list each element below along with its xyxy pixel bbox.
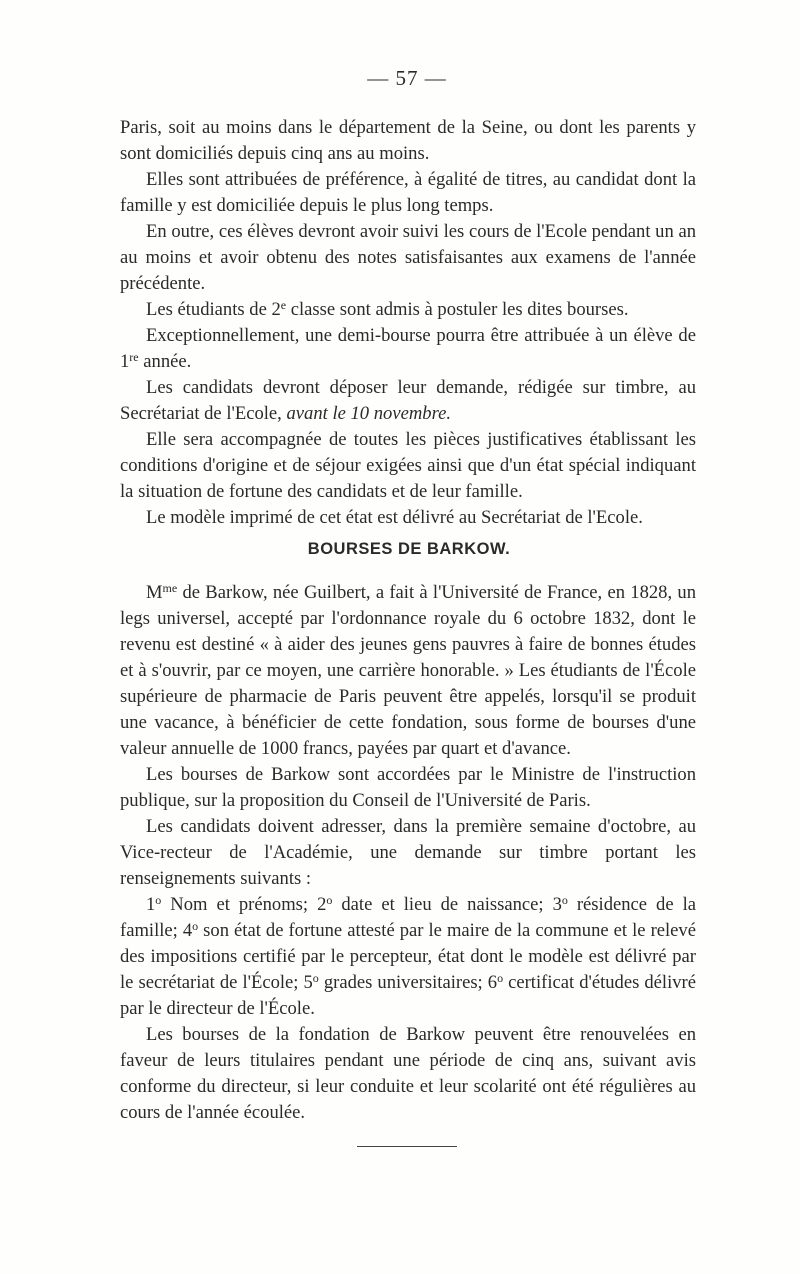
text-run: Les étudiants de 2 — [146, 299, 281, 320]
text-run: 1 — [146, 894, 156, 915]
paragraph: Les candidats doivent adresser, dans la première semaine d'octobre, au Vice-recteur de l'Académie, une demande sur timbre portant les renseignements suivants : — [120, 816, 696, 889]
text-run: grades universitaires; — [318, 972, 488, 993]
section-barkow-scholarships — [120, 580, 696, 1126]
paragraph: Paris, soit au moins dans le département de la Seine, ou dont les parents y sont domiciliés depuis cinq ans au moins. — [120, 117, 696, 164]
paragraph: Les bourses de la fondation de Barkow peuvent être renouvelées en faveur de leurs titulaires pendant une période de cinq ans, suivant avis conforme du directeur, si leur conduite et leur scolarité ont été régulières au cours de l'année écoulée. — [120, 1024, 696, 1123]
deadline-text: avant le 10 novembre. — [286, 403, 452, 424]
text-run: 6 — [487, 972, 498, 993]
paragraph: Les bourses de Barkow sont accordées par le Ministre de l'instruction publique, sur la proposition du Conseil de l'Université de Paris. — [120, 764, 696, 811]
text-run: Les candidats devront déposer leur demande, rédigée sur timbre, au Secrétariat de l'Ecole, — [120, 377, 696, 424]
superscript: o — [192, 919, 199, 933]
text-run: de Barkow, née Guilbert, a fait à l'Université de France, en 1828, un legs universel, accepté par l'ordonnance royale du 6 octobre 1832, dont le revenu est destiné « à aider des jeunes gens pauvres à faire de bonnes études et à s'ouvrir, par ce moyen, une carrière honorable. » Les étudiants de l'École supérieure de pharmacie de Paris peuvent être appelés, lorsqu'il se produit une vacance, à bénéficier de cette fondation, sous forme de bourses d'une valeur annuelle de 1000 francs, payées par quart et d'avance. — [120, 582, 696, 759]
text-run: Exceptionnellement, une demi-bourse pourra être attribuée à un élève de 1 — [120, 325, 696, 372]
superscript: o — [326, 893, 333, 907]
superscript: o — [312, 971, 319, 985]
page-number: — 57 — — [367, 66, 447, 90]
text-run: M — [146, 582, 163, 603]
section-heading: BOURSES DE BARKOW. — [307, 540, 511, 558]
paragraph — [120, 297, 696, 323]
paragraph: Le modèle imprimé de cet état est délivré au Secrétariat de l'Ecole. — [146, 507, 643, 528]
text-run: Nom et prénoms; — [161, 894, 318, 915]
superscript: o — [561, 893, 568, 907]
superscript: re — [129, 350, 139, 364]
paragraph: En outre, ces élèves devront avoir suivi les cours de l'Ecole pendant un an au moins et avoir obtenu des notes satisfaisantes aux examens de l'année précédente. — [120, 221, 696, 294]
paragraph — [120, 892, 696, 1022]
text-run: 5 — [303, 972, 313, 993]
superscript: o — [497, 971, 504, 985]
closing-rule — [357, 1146, 457, 1147]
text-run: résidence de la famille; — [120, 894, 696, 941]
text-run: certificat d'études délivré par le directeur de l'École. — [120, 972, 696, 1019]
section-scholarship-conditions — [120, 115, 696, 531]
superscript: o — [155, 893, 162, 907]
paragraph — [120, 323, 696, 375]
text-run: classe sont admis à postuler les dites bourses. — [286, 299, 629, 320]
text-run: 2 — [317, 894, 327, 915]
text-run: date et lieu de naissance; — [332, 894, 553, 915]
text-run: année. — [138, 351, 192, 372]
text-run: 4 — [182, 920, 193, 941]
superscript: me — [162, 581, 178, 595]
text-run: 3 — [552, 894, 562, 915]
text-run: son état de fortune attesté par le maire de la commune et le relevé des impositions certifié par le percepteur, état dont le modèle est délivré par le secrétariat de l'École; — [120, 920, 696, 993]
paragraph: Elle sera accompagnée de toutes les pièces justificatives établissant les conditions d'origine et de séjour exigées ainsi que d'un état spécial indiquant la situation de fortune des candidats et de leur famille. — [120, 429, 696, 502]
paragraph — [120, 375, 696, 427]
paragraph — [120, 580, 696, 762]
superscript: e — [280, 298, 287, 312]
paragraph: Elles sont attribuées de préférence, à égalité de titres, au candidat dont la famille y est domiciliée depuis le plus long temps. — [120, 169, 696, 216]
